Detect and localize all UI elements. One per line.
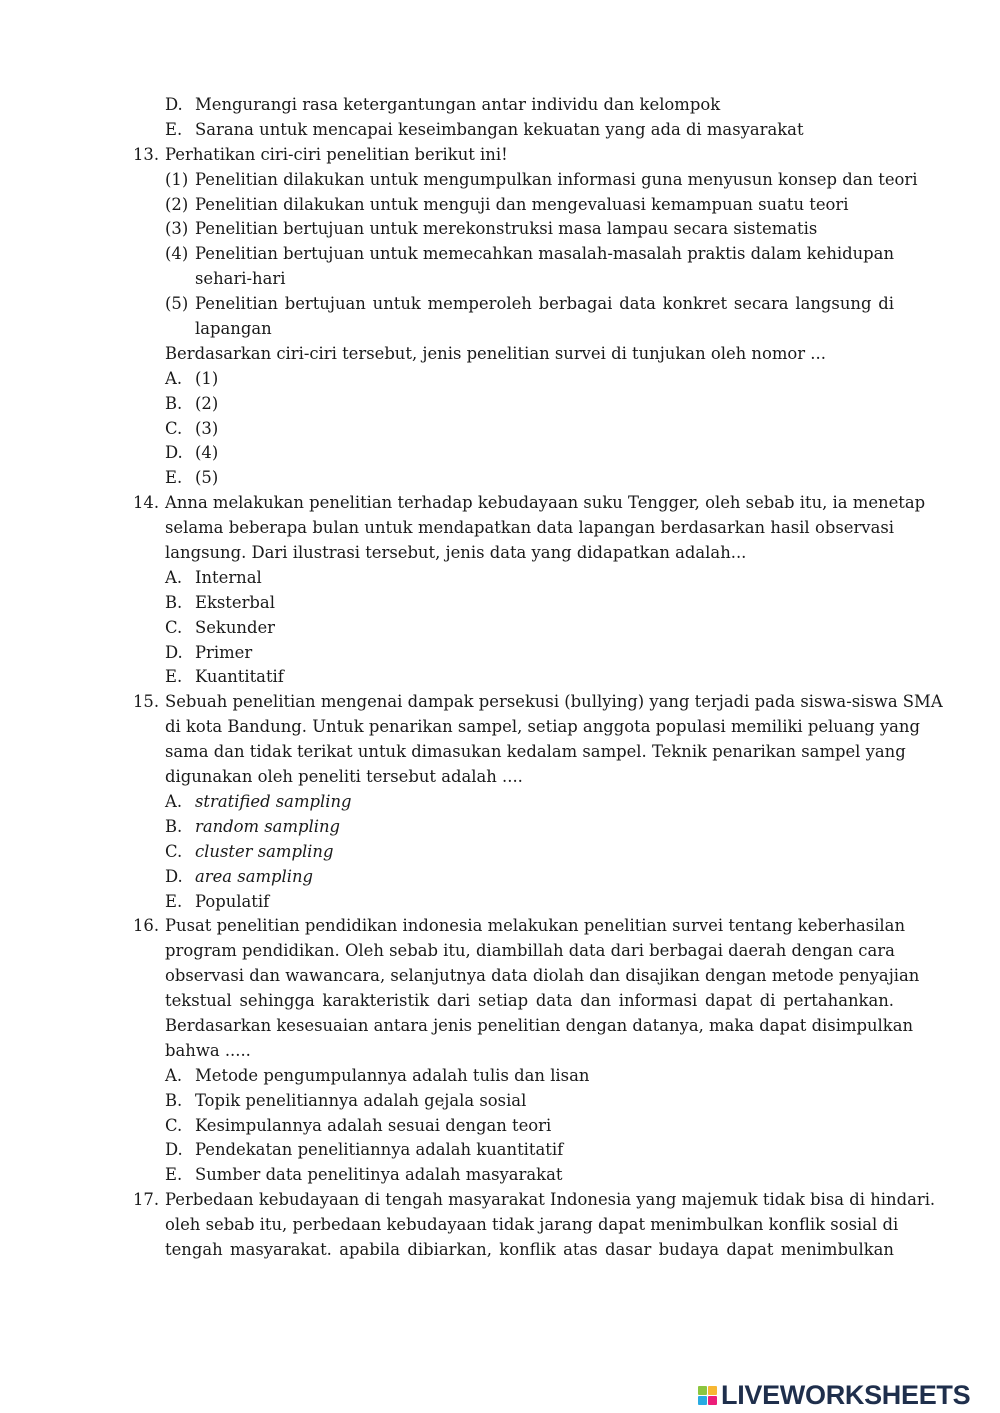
question-number: 14. xyxy=(133,493,160,513)
option-letter: B. xyxy=(165,592,183,612)
option-text: Metode pengumpulannya adalah tulis dan lisan xyxy=(195,1065,590,1085)
option-text: Eksterbal xyxy=(195,592,275,612)
option-text: (3) xyxy=(195,418,219,438)
item-label: (1) xyxy=(165,169,189,189)
question-text: selama beberapa bulan untuk mendapatkan data lapangan berdasarkan hasil observasi xyxy=(165,518,894,538)
list-item-continued xyxy=(0,267,1000,292)
question-13 xyxy=(0,143,1000,168)
question-number: 17. xyxy=(133,1190,160,1210)
item-text: lapangan xyxy=(195,319,272,339)
logo-mark-icon xyxy=(698,1386,717,1405)
option-letter: C. xyxy=(165,418,183,438)
list-item xyxy=(0,193,1000,218)
question-text: bahwa ..... xyxy=(165,1040,251,1060)
question-number: 16. xyxy=(133,916,160,936)
question-text: observasi dan wawancara, selanjutnya data diolah dan disajikan dengan metode penyajian xyxy=(165,966,920,986)
question-text-line xyxy=(0,1213,1000,1238)
option-text: stratified sampling xyxy=(195,791,352,811)
logo-square-icon xyxy=(698,1386,707,1395)
option-letter: D. xyxy=(165,642,183,662)
question-number: 13. xyxy=(133,144,160,164)
option-line[interactable] xyxy=(0,591,1000,616)
question-prompt xyxy=(0,342,1000,367)
option-text: Sarana untuk mencapai keseimbangan kekuatan yang ada di masyarakat xyxy=(195,119,804,139)
option-line[interactable] xyxy=(0,441,1000,466)
question-text-line xyxy=(0,765,1000,790)
option-letter: E. xyxy=(165,119,183,139)
option-line[interactable] xyxy=(0,790,1000,815)
question-text-line xyxy=(0,1039,1000,1064)
logo-square-icon xyxy=(708,1386,717,1395)
option-line[interactable] xyxy=(0,566,1000,591)
option-line[interactable] xyxy=(0,367,1000,392)
question-text-line xyxy=(0,715,1000,740)
option-letter: A. xyxy=(165,368,183,388)
question-text: Berdasarkan ciri-ciri tersebut, jenis penelitian survei di tunjukan oleh nomor ... xyxy=(165,343,826,363)
option-text: Pendekatan penelitiannya adalah kuantitatif xyxy=(195,1140,564,1160)
item-text: Penelitian dilakukan untuk mengumpulkan informasi guna menyusun konsep dan teori xyxy=(195,169,918,189)
question-text-line xyxy=(0,516,1000,541)
liveworksheets-logo xyxy=(698,1378,970,1412)
option-line[interactable] xyxy=(0,616,1000,641)
question-17 xyxy=(0,1188,1000,1213)
question-stem: Perhatikan ciri-ciri penelitian berikut ini! xyxy=(165,144,508,164)
question-text: digunakan oleh peneliti tersebut adalah .... xyxy=(165,767,523,787)
item-label: (5) xyxy=(165,294,189,314)
option-letter: A. xyxy=(165,791,183,811)
option-text: Mengurangi rasa ketergantungan antar individu dan kelompok xyxy=(195,95,721,114)
option-line xyxy=(0,93,1000,118)
question-text: Berdasarkan kesesuaian antara jenis penelitian dengan datanya, maka dapat disimpulkan xyxy=(165,1015,914,1035)
option-line[interactable] xyxy=(0,840,1000,865)
question-text: langsung. Dari ilustrasi tersebut, jenis data yang didapatkan adalah... xyxy=(165,543,747,563)
question-text-line xyxy=(0,541,1000,566)
item-label: (2) xyxy=(165,194,189,214)
question-text: oleh sebab itu, perbedaan kebudayaan tidak jarang dapat menimbulkan konflik sosial di xyxy=(165,1215,899,1235)
option-text: (4) xyxy=(195,443,219,463)
option-line[interactable] xyxy=(0,890,1000,915)
option-text: Kuantitatif xyxy=(195,667,284,687)
question-text: tengah masyarakat. apabila dibiarkan, konflik atas dasar budaya dapat menimbulkan xyxy=(165,1239,894,1259)
logo-square-icon xyxy=(698,1396,707,1405)
question-text-line xyxy=(0,939,1000,964)
logo-text: LIVEWORKSHEETS xyxy=(721,1379,971,1410)
question-text-line xyxy=(0,1014,1000,1039)
question-text: di kota Bandung. Untuk penarikan sampel, setiap anggota populasi memiliki peluang yang xyxy=(165,717,920,737)
option-line xyxy=(0,118,1000,143)
option-text: Sekunder xyxy=(195,617,276,637)
question-number: 15. xyxy=(133,692,160,712)
item-text: Penelitian bertujuan untuk memperoleh berbagai data konkret secara langsung di xyxy=(195,294,894,314)
option-letter: D. xyxy=(165,866,183,886)
option-line[interactable] xyxy=(0,665,1000,690)
question-text: sama dan tidak terikat untuk dimasukan kedalam sampel. Teknik penarikan sampel yang xyxy=(165,742,906,762)
option-text: Sumber data penelitinya adalah masyarakat xyxy=(195,1165,563,1185)
item-text: Penelitian dilakukan untuk menguji dan mengevaluasi kemampuan suatu teori xyxy=(195,194,849,214)
question-16 xyxy=(0,914,1000,939)
item-label: (3) xyxy=(165,219,189,239)
question-14 xyxy=(0,491,1000,516)
option-text: area sampling xyxy=(195,866,314,886)
question-15 xyxy=(0,690,1000,715)
list-item xyxy=(0,217,1000,242)
list-item xyxy=(0,168,1000,193)
list-item-continued xyxy=(0,317,1000,342)
option-letter: D. xyxy=(165,1140,183,1160)
item-text: sehari-hari xyxy=(195,269,286,289)
question-text-line xyxy=(0,964,1000,989)
option-text: (5) xyxy=(195,468,219,488)
option-line[interactable] xyxy=(0,466,1000,491)
option-letter: C. xyxy=(165,841,183,861)
option-text: Primer xyxy=(195,642,253,662)
option-line[interactable] xyxy=(0,865,1000,890)
question-text: Perbedaan kebudayaan di tengah masyarakat Indonesia yang majemuk tidak bisa di hindari. xyxy=(165,1190,936,1210)
question-text: Pusat penelitian pendidikan indonesia melakukan penelitian survei tentang keberhasilan xyxy=(165,916,906,936)
option-line[interactable] xyxy=(0,392,1000,417)
question-text-line xyxy=(0,989,1000,1014)
option-line[interactable] xyxy=(0,641,1000,666)
option-letter: C. xyxy=(165,1115,183,1135)
item-text: Penelitian bertujuan untuk memecahkan masalah-masalah praktis dalam kehidupan xyxy=(195,244,895,264)
option-line[interactable] xyxy=(0,417,1000,442)
option-text: Topik penelitiannya adalah gejala sosial xyxy=(195,1090,527,1110)
option-letter: B. xyxy=(165,1090,183,1110)
option-letter: B. xyxy=(165,816,183,836)
worksheet-page xyxy=(0,93,1000,1263)
question-text: program pendidikan. Oleh sebab itu, diambillah data dari berbagai daerah dengan cara xyxy=(165,941,895,961)
question-text: Anna melakukan penelitian terhadap kebudayaan suku Tengger, oleh sebab itu, ia menetap xyxy=(165,493,926,513)
option-letter: E. xyxy=(165,1165,183,1185)
option-letter: C. xyxy=(165,617,183,637)
option-letter: A. xyxy=(165,1065,183,1085)
option-letter: E. xyxy=(165,891,183,911)
option-letter: B. xyxy=(165,393,183,413)
option-text: (2) xyxy=(195,393,219,413)
item-label: (4) xyxy=(165,244,189,264)
option-line[interactable] xyxy=(0,1163,1000,1188)
question-text: tekstual sehingga karakteristik dari setiap data dan informasi dapat di pertahankan. xyxy=(165,991,894,1011)
option-text: cluster sampling xyxy=(195,841,334,861)
item-text: Penelitian bertujuan untuk merekonstruksi masa lampau secara sistematis xyxy=(195,219,818,239)
option-line[interactable] xyxy=(0,1114,1000,1139)
question-text: Sebuah penelitian mengenai dampak persekusi (bullying) yang terjadi pada siswa-siswa SMA xyxy=(165,692,943,712)
option-text: Internal xyxy=(195,567,262,587)
option-line[interactable] xyxy=(0,1138,1000,1163)
option-line[interactable] xyxy=(0,1064,1000,1089)
option-letter: D. xyxy=(165,95,183,114)
option-letter: E. xyxy=(165,468,183,488)
option-line[interactable] xyxy=(0,815,1000,840)
option-line[interactable] xyxy=(0,1089,1000,1114)
option-letter: E. xyxy=(165,667,183,687)
question-text-line xyxy=(0,1238,1000,1263)
list-item xyxy=(0,242,1000,267)
option-letter: D. xyxy=(165,443,183,463)
logo-square-icon xyxy=(708,1396,717,1405)
option-text: Kesimpulannya adalah sesuai dengan teori xyxy=(195,1115,552,1135)
option-text: (1) xyxy=(195,368,219,388)
question-text-line xyxy=(0,740,1000,765)
list-item xyxy=(0,292,1000,317)
option-text: Populatif xyxy=(195,891,270,911)
option-letter: A. xyxy=(165,567,183,587)
option-text: random sampling xyxy=(195,816,341,836)
